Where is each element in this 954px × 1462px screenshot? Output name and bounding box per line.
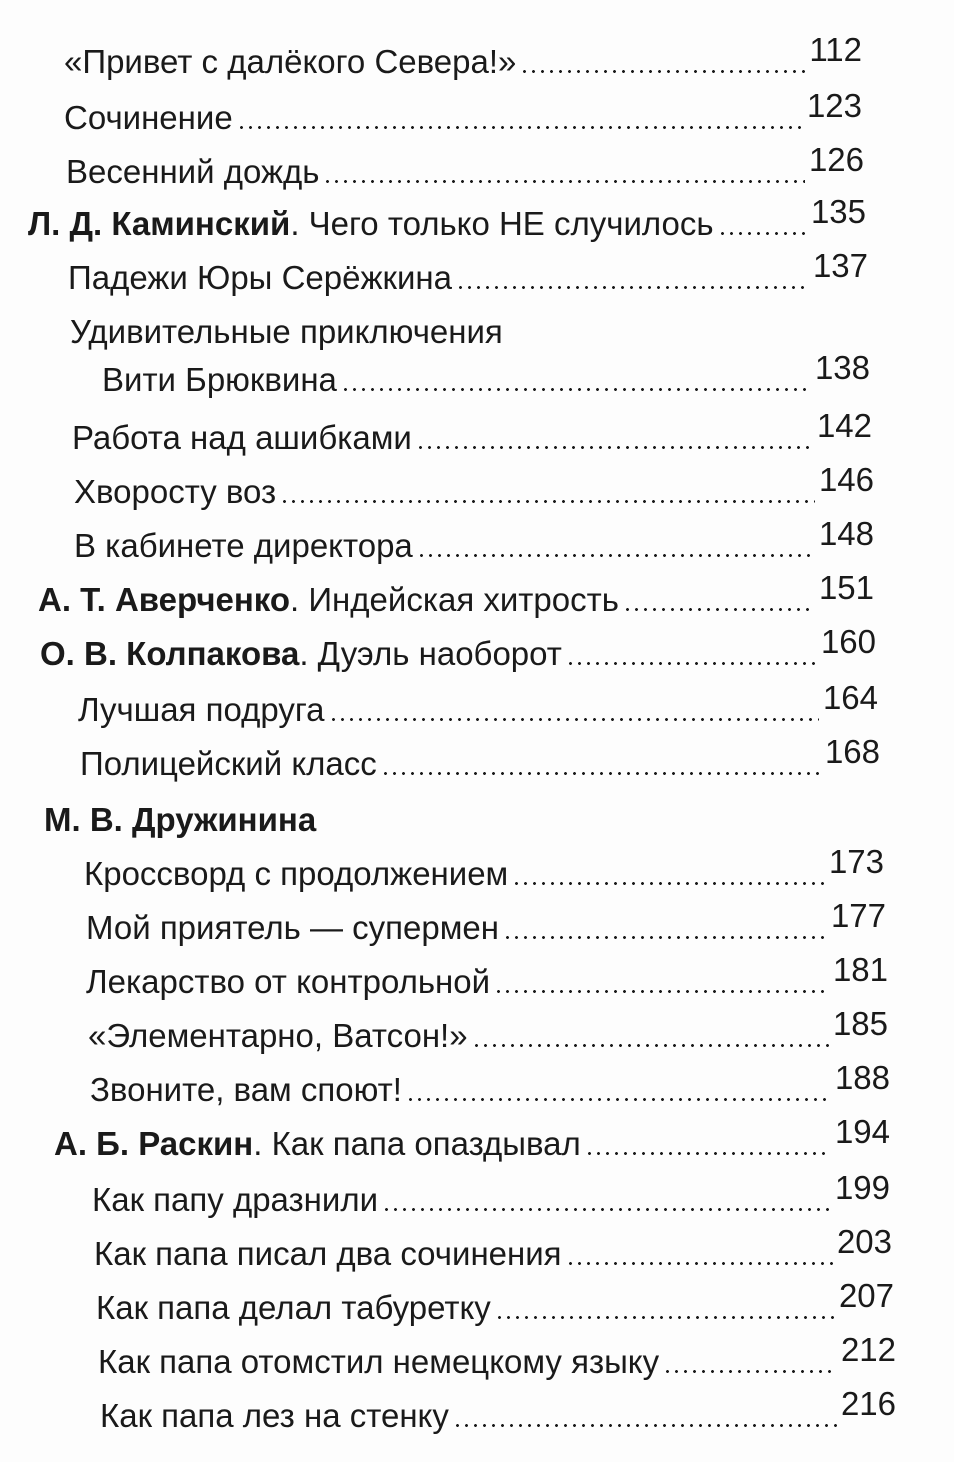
page-number: 135 bbox=[810, 193, 866, 230]
entry-title bbox=[54, 1124, 581, 1164]
entry-title: Как папу дразнили bbox=[92, 1181, 379, 1218]
dot-leader bbox=[472, 1044, 829, 1047]
dot-leader bbox=[663, 1370, 837, 1373]
entry-title: Мой приятель — супермен bbox=[86, 909, 499, 946]
toc-entry bbox=[92, 1169, 890, 1220]
work-title: . Чего только НЕ случилось bbox=[290, 205, 714, 242]
toc-entry bbox=[64, 31, 862, 82]
toc-entry bbox=[72, 407, 872, 458]
dot-leader bbox=[341, 388, 811, 391]
entry-title: Сочинение bbox=[64, 99, 233, 136]
dot-leader bbox=[566, 1262, 833, 1265]
page-number: 212 bbox=[840, 1331, 896, 1368]
page-number: 173 bbox=[828, 843, 884, 880]
toc-entry bbox=[90, 1059, 890, 1110]
dot-leader bbox=[381, 772, 821, 775]
page-number: 168 bbox=[824, 733, 880, 770]
dot-leader bbox=[623, 608, 815, 611]
entry-title: Звоните, вам споют! bbox=[90, 1071, 402, 1108]
toc-entry bbox=[86, 897, 886, 948]
toc-entry bbox=[66, 141, 864, 192]
entry-title: «Элементарно, Ватсон!» bbox=[88, 1017, 468, 1054]
dot-leader bbox=[416, 446, 813, 449]
dot-leader bbox=[329, 718, 819, 721]
toc-entry bbox=[98, 1331, 896, 1382]
dot-leader bbox=[417, 554, 815, 557]
page-number: 123 bbox=[806, 87, 862, 124]
dot-leader bbox=[280, 500, 815, 503]
entry-title: Как папа отомстил немецкому языку bbox=[98, 1343, 660, 1380]
work-title: . Дуэль наоборот bbox=[299, 635, 562, 672]
author-name: О. В. Колпакова bbox=[40, 635, 300, 672]
entry-title-line1: Удивительные приключения bbox=[70, 313, 503, 350]
toc-entry bbox=[74, 515, 874, 566]
entry-title bbox=[28, 204, 714, 244]
entry-title: Полицейский класс bbox=[80, 745, 377, 782]
toc-author-entry bbox=[54, 1113, 890, 1164]
page-number: 148 bbox=[818, 515, 874, 552]
entry-title: «Привет с далёкого Севера!» bbox=[64, 43, 517, 80]
dot-leader bbox=[323, 180, 804, 183]
entry-title: Кроссворд с продолжением bbox=[84, 855, 509, 892]
page-number: 199 bbox=[834, 1169, 890, 1206]
author-name: Л. Д. Каминский bbox=[28, 205, 291, 242]
dot-leader bbox=[406, 1098, 831, 1101]
entry-title: Лучшая подруга bbox=[78, 691, 325, 728]
dot-leader bbox=[566, 662, 817, 665]
page-number: 112 bbox=[809, 31, 862, 68]
page-number: 216 bbox=[840, 1385, 896, 1422]
entry-title: Как папа делал табуретку bbox=[96, 1289, 491, 1326]
page-number: 151 bbox=[818, 569, 874, 606]
toc-author-entry bbox=[28, 193, 866, 244]
dot-leader bbox=[585, 1152, 831, 1155]
toc-entry bbox=[64, 87, 862, 138]
entry-title: Как папа лез на стенку bbox=[100, 1397, 449, 1434]
dot-leader bbox=[453, 1424, 837, 1427]
page-number: 188 bbox=[834, 1059, 890, 1096]
page-number: 146 bbox=[818, 461, 874, 498]
author-heading: М. В. Дружинина bbox=[44, 801, 317, 838]
entry-title: Падежи Юры Серёжкина bbox=[68, 259, 452, 296]
toc-entry bbox=[100, 1385, 896, 1436]
page-number: 181 bbox=[832, 951, 888, 988]
entry-title: Весенний дождь bbox=[66, 153, 320, 190]
toc-entry bbox=[102, 349, 870, 400]
dot-leader bbox=[512, 882, 825, 885]
entry-title bbox=[40, 634, 562, 674]
entry-title: Хворосту воз bbox=[74, 473, 277, 510]
page-number: 142 bbox=[816, 407, 872, 444]
dot-leader bbox=[382, 1208, 831, 1211]
dot-leader bbox=[237, 126, 803, 129]
page-number: 160 bbox=[820, 623, 876, 660]
entry-title: Лекарство от контрольной bbox=[86, 963, 491, 1000]
dot-leader bbox=[718, 232, 807, 235]
entry-title: Работа над ашибками bbox=[72, 419, 412, 456]
toc-entry bbox=[88, 1005, 888, 1056]
page-number: 177 bbox=[830, 897, 886, 934]
dot-leader bbox=[456, 286, 809, 289]
page-number: 138 bbox=[814, 349, 870, 386]
page-number: 164 bbox=[822, 679, 878, 716]
page-number: 207 bbox=[838, 1277, 894, 1314]
toc-author-entry bbox=[40, 623, 876, 674]
work-title: . Индейская хитрость bbox=[290, 581, 619, 618]
toc-entry bbox=[94, 1223, 892, 1274]
page-number: 126 bbox=[808, 141, 864, 178]
toc-entry bbox=[84, 843, 884, 894]
author-name: А. Б. Раскин bbox=[54, 1125, 254, 1162]
entry-title bbox=[38, 580, 619, 620]
work-title: . Как папа опаздывал bbox=[253, 1125, 581, 1162]
dot-leader bbox=[494, 990, 829, 993]
page-number: 203 bbox=[836, 1223, 892, 1260]
toc-entry bbox=[96, 1277, 894, 1328]
toc-entry bbox=[80, 733, 880, 784]
page-number: 185 bbox=[832, 1005, 888, 1042]
dot-leader bbox=[495, 1316, 835, 1319]
dot-leader bbox=[520, 70, 805, 73]
author-name: А. Т. Аверченко bbox=[38, 581, 290, 618]
entry-title: Как папа писал два сочинения bbox=[94, 1235, 562, 1272]
page-number: 194 bbox=[834, 1113, 890, 1150]
dot-leader bbox=[503, 936, 827, 939]
page-number: 137 bbox=[812, 247, 868, 284]
toc-entry bbox=[68, 247, 868, 298]
toc-entry bbox=[86, 951, 888, 1002]
toc-entry bbox=[74, 461, 874, 512]
toc-author-entry bbox=[38, 569, 874, 620]
toc-entry bbox=[78, 679, 878, 730]
entry-title: Вити Брюквина bbox=[102, 361, 337, 398]
entry-title: В кабинете директора bbox=[74, 527, 413, 564]
